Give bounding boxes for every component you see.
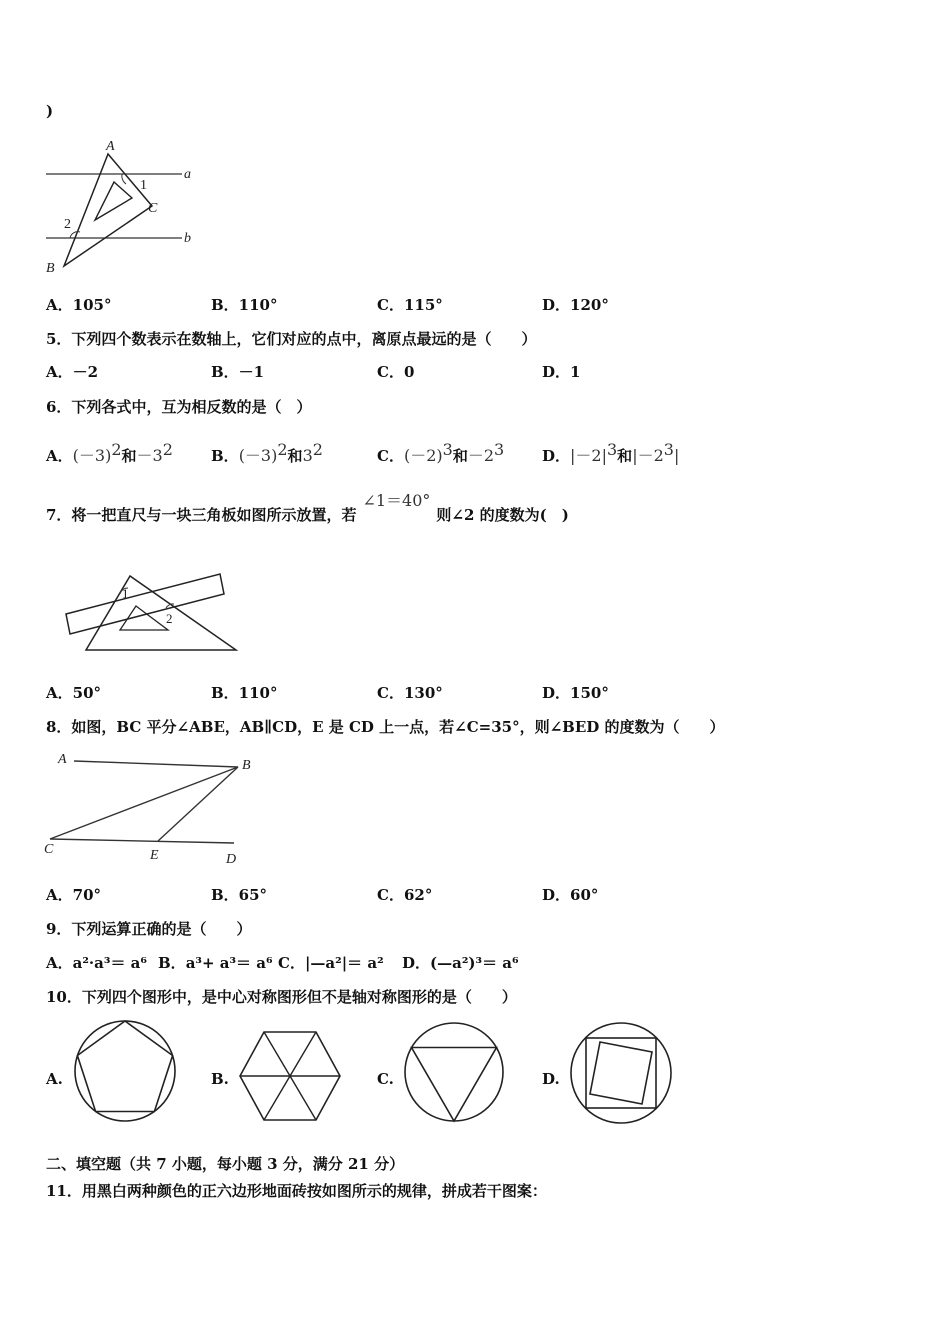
q9-b-letter: B． xyxy=(158,954,186,972)
q10-figure-c-triangle-in-circle xyxy=(402,1020,506,1124)
q8-line-BE xyxy=(158,767,238,841)
q4-option-c: C．115° xyxy=(377,296,443,314)
q8-label-B: B xyxy=(242,758,251,773)
q10-option-c: C. xyxy=(377,1070,394,1088)
q7-label-2: 2 xyxy=(166,611,173,626)
q6-option-a-letter: A． xyxy=(46,447,73,465)
q6-d-he: 和 xyxy=(617,447,633,465)
q10-option-a: A. xyxy=(46,1070,63,1088)
q11-stem: 11．用黑白两种颜色的正六边形地面砖按如图所示的规律，拼成若干图案： xyxy=(46,1182,547,1200)
q7-stem-after: 则∠2 的度数为( ) xyxy=(436,506,569,524)
q9-b-expr: a³+ a³＝ a⁶ xyxy=(185,954,273,972)
q8-line-CD xyxy=(50,839,234,843)
label-1: 1 xyxy=(140,178,147,193)
label-B: B xyxy=(46,261,55,276)
q8-figure xyxy=(40,745,260,869)
continued-paren: ) xyxy=(46,102,54,120)
q6-b-he: 和 xyxy=(287,447,303,465)
q5-option-c: C．0 xyxy=(377,363,415,381)
q4-option-d: D．120° xyxy=(542,296,609,314)
q5-option-d: D．1 xyxy=(542,363,581,381)
q9-d-letter: D． xyxy=(402,954,431,972)
label-A: A xyxy=(106,139,115,154)
q10-option-b: B. xyxy=(211,1070,229,1088)
q6-option-d xyxy=(542,440,679,466)
q7-label-1: 1 xyxy=(122,586,129,601)
q8-label-E: E xyxy=(150,848,159,863)
q8-option-a: A．70° xyxy=(46,886,102,904)
q9-option-d xyxy=(402,952,519,973)
triangle-inner xyxy=(95,182,132,220)
q7-option-d: D．150° xyxy=(542,684,609,702)
q5-stem: 5．下列四个数表示在数轴上，它们对应的点中，离原点最远的是（ ） xyxy=(46,330,537,348)
q6-option-d-letter: D． xyxy=(542,447,571,465)
q6-d-left-exp: 3 xyxy=(606,440,618,459)
q10-stem: 10．下列四个图形中，是中心对称图形但不是轴对称图形的是（ ） xyxy=(46,988,517,1006)
q6-c-he: 和 xyxy=(452,447,468,465)
q9-option-c xyxy=(278,952,384,973)
q9-d-expr: (—a²)³＝ a⁶ xyxy=(430,954,519,972)
q7-option-b: B．110° xyxy=(211,684,278,702)
q10-option-d: D. xyxy=(542,1070,560,1088)
q6-option-b xyxy=(211,440,323,466)
q7-stem xyxy=(46,491,569,525)
q8-label-A: A xyxy=(58,752,67,767)
q6-a-right-exp: 2 xyxy=(162,440,173,459)
q6-c-left: (－2) xyxy=(403,446,443,465)
q6-option-c xyxy=(377,440,504,466)
q8-label-C: C xyxy=(44,842,54,857)
q9-a-letter: A． xyxy=(46,954,73,972)
q7-figure xyxy=(56,566,246,662)
q6-a-he: 和 xyxy=(121,447,137,465)
q8-option-c: C．62° xyxy=(377,886,433,904)
q6-d-right-exp: 3 xyxy=(663,440,674,459)
q6-a-left: (－3) xyxy=(72,446,112,465)
section2-heading: 二、填空题（共 7 小题，每小题 3 分，满分 21 分） xyxy=(46,1155,405,1173)
q6-option-a xyxy=(46,440,173,466)
q10-figure-a-pentagon-in-circle xyxy=(72,1018,178,1124)
q10-figure-b-hexagon xyxy=(238,1030,342,1122)
q6-c-right: －2 xyxy=(467,446,495,465)
q6-d-abs-bar: | xyxy=(673,446,680,465)
q6-c-right-exp: 3 xyxy=(494,440,505,459)
q9-stem: 9．下列运算正确的是（ ） xyxy=(46,920,252,938)
q7-angle-expr: ∠1＝40° xyxy=(362,491,431,510)
q5-option-b: B．－1 xyxy=(211,363,265,381)
q6-b-left: (－3) xyxy=(238,446,278,465)
q9-c-letter: C． xyxy=(278,954,305,972)
q7-option-a: A．50° xyxy=(46,684,102,702)
q6-option-c-letter: C． xyxy=(377,447,404,465)
q4-figure xyxy=(40,138,210,278)
q9-option-a xyxy=(46,952,147,973)
q9-option-b xyxy=(158,952,273,973)
q9-a-expr: a²·a³＝ a⁶ xyxy=(72,954,147,972)
q7-stem-before: 7．将一把直尺与一块三角板如图所示放置，若 xyxy=(46,506,357,524)
q6-b-left-exp: 2 xyxy=(277,440,288,459)
q6-option-b-letter: B． xyxy=(211,447,239,465)
q6-d-right: |－2 xyxy=(632,446,664,465)
q8-option-b: B．65° xyxy=(211,886,268,904)
q6-b-right-exp: 2 xyxy=(312,440,323,459)
q4-option-b: B．110° xyxy=(211,296,278,314)
q8-line-BC xyxy=(50,767,238,839)
q4-option-a: A．105° xyxy=(46,296,112,314)
q6-stem: 6．下列各式中，互为相反数的是（ ） xyxy=(46,398,312,416)
q6-a-right: －3 xyxy=(136,446,163,465)
label-2: 2 xyxy=(64,217,71,232)
q6-b-right: 3 xyxy=(302,446,313,465)
q8-option-d: D．60° xyxy=(542,886,599,904)
q7-option-c: C．130° xyxy=(377,684,443,702)
label-a: a xyxy=(184,167,191,182)
q5-option-a: A．－2 xyxy=(46,363,99,381)
label-b: b xyxy=(184,231,191,246)
q9-c-expr: |—a²|＝ a² xyxy=(304,954,384,972)
label-C: C xyxy=(148,201,158,216)
q6-d-left: |－2| xyxy=(570,446,607,465)
q10-figure-d-squares-in-circle xyxy=(568,1020,674,1126)
q8-label-D: D xyxy=(226,852,237,867)
q6-a-left-exp: 2 xyxy=(111,440,122,459)
q8-line-AB xyxy=(74,761,238,767)
triangle-outer xyxy=(64,154,152,266)
q8-stem: 8．如图，BC 平分∠ABE，AB∥CD，E 是 CD 上一点，若∠C=35°，则∠BED 的度数为（ ） xyxy=(46,718,725,736)
q6-c-left-exp: 3 xyxy=(442,440,453,459)
